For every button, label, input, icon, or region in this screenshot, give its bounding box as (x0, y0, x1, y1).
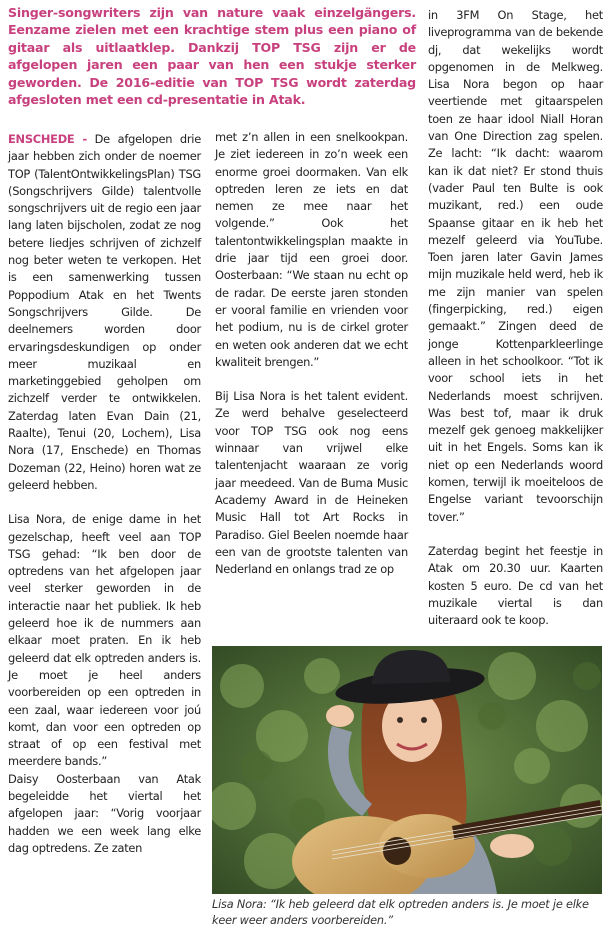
article-photo (212, 646, 602, 894)
column-2-paragraph-2: Bij Lisa Nora is het talent evident. Ze werd behalve geselecteerd voor TOP TSG ook nog eens winnaar van vrijwel elke talentenjacht waaraan ze vorig jaar meedeed. Van de Buma Music Academy Award in de Heineken Music Hall tot Art Rocks in Paradiso. Giel Beelen noemde haar een van de grootste talenten van Nederland en onlangs trad ze op (215, 389, 408, 577)
column-1-paragraph-1-text: De afgelopen drie jaar hebben zich onder de noemer TOP (TalentOntwikkelingsPlan) TSG (Songschrijvers Gilde) talentvolle songschrijvers uit de regio een jaar lang laten bijscholen, zodat ze nog betere liedjes schrijven of zichzelf nog beter weten te verkopen. Het is een samenwerking tussen Poppodium Atak en het Twents Songschrijvers Gilde. De deelnemers worden door ervaringsdeskundigen op onder meer muzikaal en marketinggebied geholpen om zichzelf verder te ontwikkelen. Zaterdag laten Evan Dain (21, Raalte), Tenui (20, Lochem), Lisa Nora (17, Enschede) en Thomas Dozeman (22, Heino) horen wat ze geleerd hebben. (8, 132, 201, 492)
article-column-1 (8, 131, 201, 874)
column-3-paragraph-2: Zaterdag begint het feestje in Atak om 20.30 uur. Kaarten kosten 5 euro. De cd van het muzikale viertal is dan uiteraard ook te koop. (428, 543, 603, 628)
column-1-paragraph-1 (8, 131, 201, 494)
article-column-2 (215, 129, 408, 595)
column-3-paragraph-1: in 3FM On Stage, het liveprogramma van de bekende dj, dat wekelijks wordt opgenomen in de Melkweg. Lisa Nora begon op haar veertiende met gitaarspelen toen ze haar idool Niall Horan van One Direction zag spelen. Ze lacht: “Ik dacht: waarom kan ik dat niet? Er stond thuis (vader Paul ten Bulte is ook muzikant, red.) een oude Spaanse gitaar en ik heb het mezelf geleerd via YouTube. Toen jaren later Gavin James mijn muzikale held werd, heb ik me zijn manier van spelen (fingerpicking, red.) eigen gemaakt.” Zingen deed de jonge Kottenparkleerlinge alleen in het schoolkoor. “Tot ik voor school iets in het Nederlands moest schrijven. Was best tof, maar ik druk mezelf gek genoeg makkelijker uit in het Engels. Soms kan ik niet op een Nederlands woord komen, terwijl ik moeiteloos de Engelse variant tevoorschijn tover.” (428, 8, 603, 524)
article-column-3 (428, 7, 603, 646)
column-1-paragraph-3: Daisy Oosterbaan van Atak begeleidde het viertal het afgelopen jaar: “Vorig voorjaar hadden we een week lang elke dag optredens. Ze zaten (8, 771, 201, 855)
column-2-paragraph-1: met z’n allen in een snelkookpan. Je ziet iedereen in zo’n week een enorme groei doormaken. Van elk optreden leren ze iets en dat nemen ze mee naar het volgende.” Ook het talentontwikkelingsplan maakte in drie jaar tijd een groei door. Oosterbaan: “We staan nu echt op de radar. De eerste jaren stonden er vooral familie en vrienden voor het podium, nu is de cirkel groter en weten ook anderen dat we echt kwaliteit brengen.” (215, 130, 408, 369)
photo-caption: Lisa Nora: “Ik heb geleerd dat elk optreden anders is. Je moet je elke keer weer anders voorbereiden.” (212, 898, 589, 927)
dateline: ENSCHEDE - (8, 132, 87, 146)
photo-illustration (212, 646, 602, 894)
column-1-paragraph-2: Lisa Nora, de enige dame in het gezelschap, heeft veel aan TOP TSG gehad: “Ik ben door de optredens van het afgelopen jaar veel sterker geworden in de interactie naar het publiek. Ik heb geleerd hoe ik de nummers aan elkaar moet praten. En ik heb geleerd dat elk optreden anders is. Je moet je heel anders voorbereiden op een optreden in een zaal, waar iedereen voor joú komt, dan voor een optreden op straat of op een festival met meerdere bands.” (8, 512, 201, 769)
article-intro: Singer-songwriters zijn van nature vaak einzelgängers. Eenzame zielen met een krachtige stem plus een piano of gitaar als uitlaatklep. Dankzij TOP TSG zijn er de afgelopen jaren een paar van hen een stukje sterker geworden. De 2016-editie van TOP TSG wordt zaterdag afgesloten met een cd-presentatie in Atak. (8, 5, 416, 108)
